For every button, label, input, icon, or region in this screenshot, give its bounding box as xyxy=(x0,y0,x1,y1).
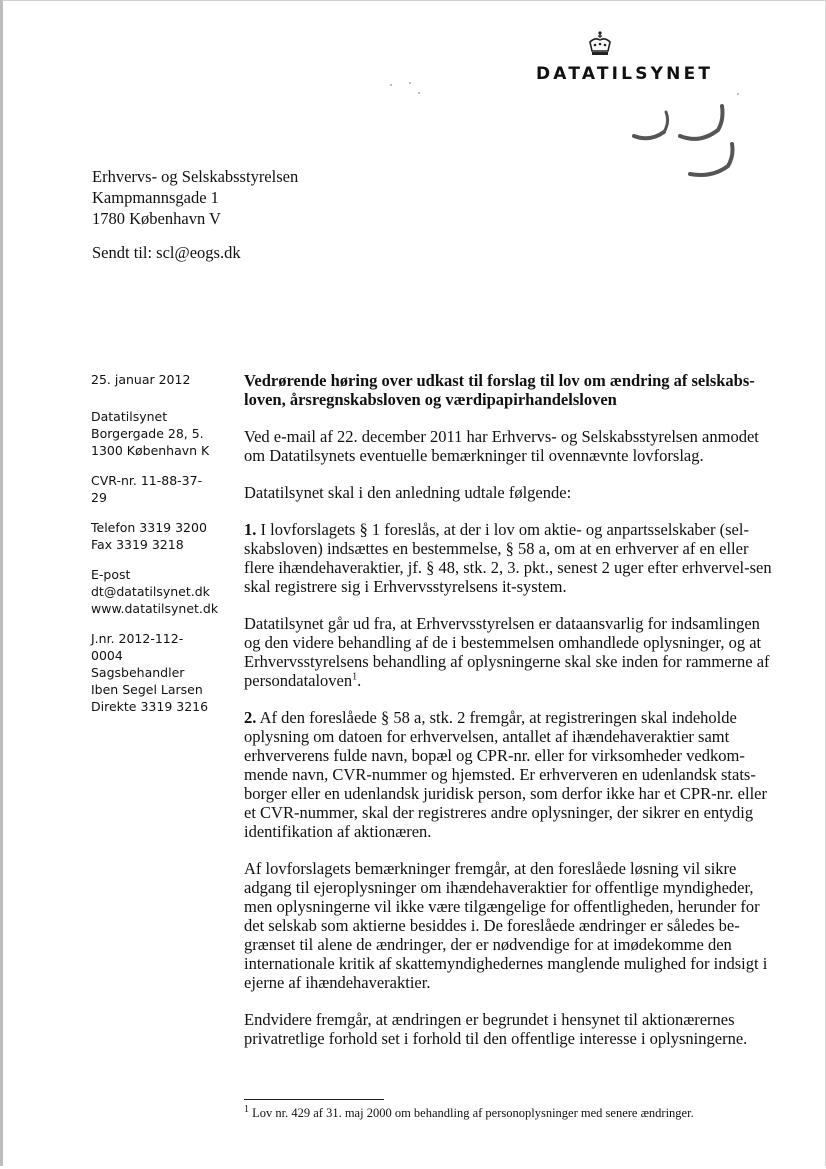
letter-body xyxy=(244,371,774,1048)
scan-speck xyxy=(418,92,420,94)
cvr-number: CVR-nr. 11-88-37-29 xyxy=(91,473,203,505)
scan-speck xyxy=(737,93,739,95)
recipient-address xyxy=(92,166,298,229)
logo-text: DATATILSYNET xyxy=(536,64,714,84)
sender-city: 1300 København K xyxy=(91,443,210,458)
paragraph-controller xyxy=(244,614,774,690)
contact-online xyxy=(91,566,241,617)
scan-speck xyxy=(390,84,392,86)
sender-name: Datatilsynet xyxy=(91,409,168,424)
recipient-street: Kampmannsgade 1 xyxy=(92,188,219,207)
sender-street: Borgergade 28, 5. xyxy=(91,426,204,441)
phone-fax xyxy=(91,519,241,553)
website: www.datatilsynet.dk xyxy=(91,601,219,616)
fax-number: Fax 3319 3218 xyxy=(91,537,184,552)
sent-to: Sendt til: scl@eogs.dk xyxy=(92,243,241,262)
sender-address xyxy=(91,408,241,459)
paragraph-text: Datatilsynet går ud fra, at Erhvervsstyrelsen er dataansvarlig for indsamlingen og den videre behandling af de i bestemmelsen omhandlede oplysninger, og at Erhvervsstyrelsens behandling af oplysningerne skal ske inden for rammerne af persondataloven xyxy=(244,614,770,690)
letter-subject: Vedrørende høring over udkast til forslag til lov om ændring af selskabs-loven, årsregnskabsloven og værdipapirhandelsloven xyxy=(244,371,755,409)
paragraph-intro: Ved e-mail af 22. december 2011 har Erhvervs- og Selskabsstyrelsen anmodet om Datatilsynets eventuelle bemærkninger til ovennævnte lovforslag. xyxy=(244,427,759,465)
point-text: Af den foreslåede § 58 a, stk. 2 fremgår, at registreringen skal indeholde oplysning om datoen for erhvervelsen, antallet af ihændehaveraktier samt erhververens fulde navn, bopæl og CPR-nr. eller for virksomheder vedkom-mende navn, CVR-nummer og hjemsted. Er erhververen en udenlandsk stats-borger eller en udenlandsk juridisk person, som derfor ikke har et CPR-nr. eller et CVR-nummer, skal der registreres andre oplysninger, der sikrer en entydig identifikation af aktionæren. xyxy=(244,708,767,841)
paragraph-point-1 xyxy=(244,520,774,596)
footnote-rule xyxy=(244,1099,384,1100)
footnote-number: 1 xyxy=(244,1103,249,1115)
case-info xyxy=(91,630,241,715)
recipient-city: 1780 København V xyxy=(92,209,221,228)
email-label: E-post xyxy=(91,567,131,582)
point-number: 1. xyxy=(244,520,257,539)
point-number: 2. xyxy=(244,708,257,727)
sentence-end: . xyxy=(357,671,362,690)
scan-speck xyxy=(409,82,411,84)
sender-sidebar xyxy=(91,371,241,728)
paragraph-remarks: Af lovforslagets bemærkninger fremgår, at den foreslåede løsning vil sikre adgang til ejeroplysninger om ihændehaveraktier for offentlige myndigheder, men oplysningerne vil ikke være tilgængelige for offentligheden, herunder for det selskab som aktierne besiddes i. De foreslåede ændringer er således be-grænset til alene de ændringer, der er nødvendige for at imødekomme den internationale kritik af skattemyndighedernes manglende mulighed for indsigt i ejerne af ihændehaveraktier. xyxy=(244,859,768,992)
point-text: I lovforslagets § 1 foreslås, at der i lov om aktie- og anpartsselskaber (sel-skabsloven) indsættes en bestemmelse, § 58 a, om at en erhverver af en eller flere ihændehaveraktier, jf. § 48, stk. 2, 3. pkt., senest 2 uger efter erhvervel-sen skal registrere sig i Erhvervsstyrelsens it-system. xyxy=(244,520,772,596)
letter-date: 25. januar 2012 xyxy=(91,372,191,387)
journal-number: J.nr. 2012-112-0004 xyxy=(91,631,184,663)
phone-number: Telefon 3319 3200 xyxy=(91,520,207,535)
handwritten-mark xyxy=(630,100,740,180)
email-address: dt@datatilsynet.dk xyxy=(91,584,210,599)
footnote xyxy=(244,1103,694,1121)
handler-label: Sagsbehandler xyxy=(91,665,185,680)
direct-phone: Direkte 3319 3216 xyxy=(91,699,209,714)
paragraph-statement: Datatilsynet skal i den anledning udtale følgende: xyxy=(244,483,572,502)
paragraph-point-2 xyxy=(244,708,774,841)
paragraph-justification: Endvidere fremgår, at ændringen er begrundet i hensynet til aktionærernes privatretlige forhold set i forhold til den offentlige interesse i oplysningerne. xyxy=(244,1010,748,1048)
recipient-name: Erhvervs- og Selskabsstyrelsen xyxy=(92,167,299,186)
handler-name: Iben Segel Larsen xyxy=(91,682,203,697)
footnote-ref: 1 xyxy=(352,671,358,683)
crown-icon xyxy=(585,30,615,60)
footnote-text: Lov nr. 429 af 31. maj 2000 om behandling af personoplysninger med senere ændringer. xyxy=(252,1106,694,1120)
